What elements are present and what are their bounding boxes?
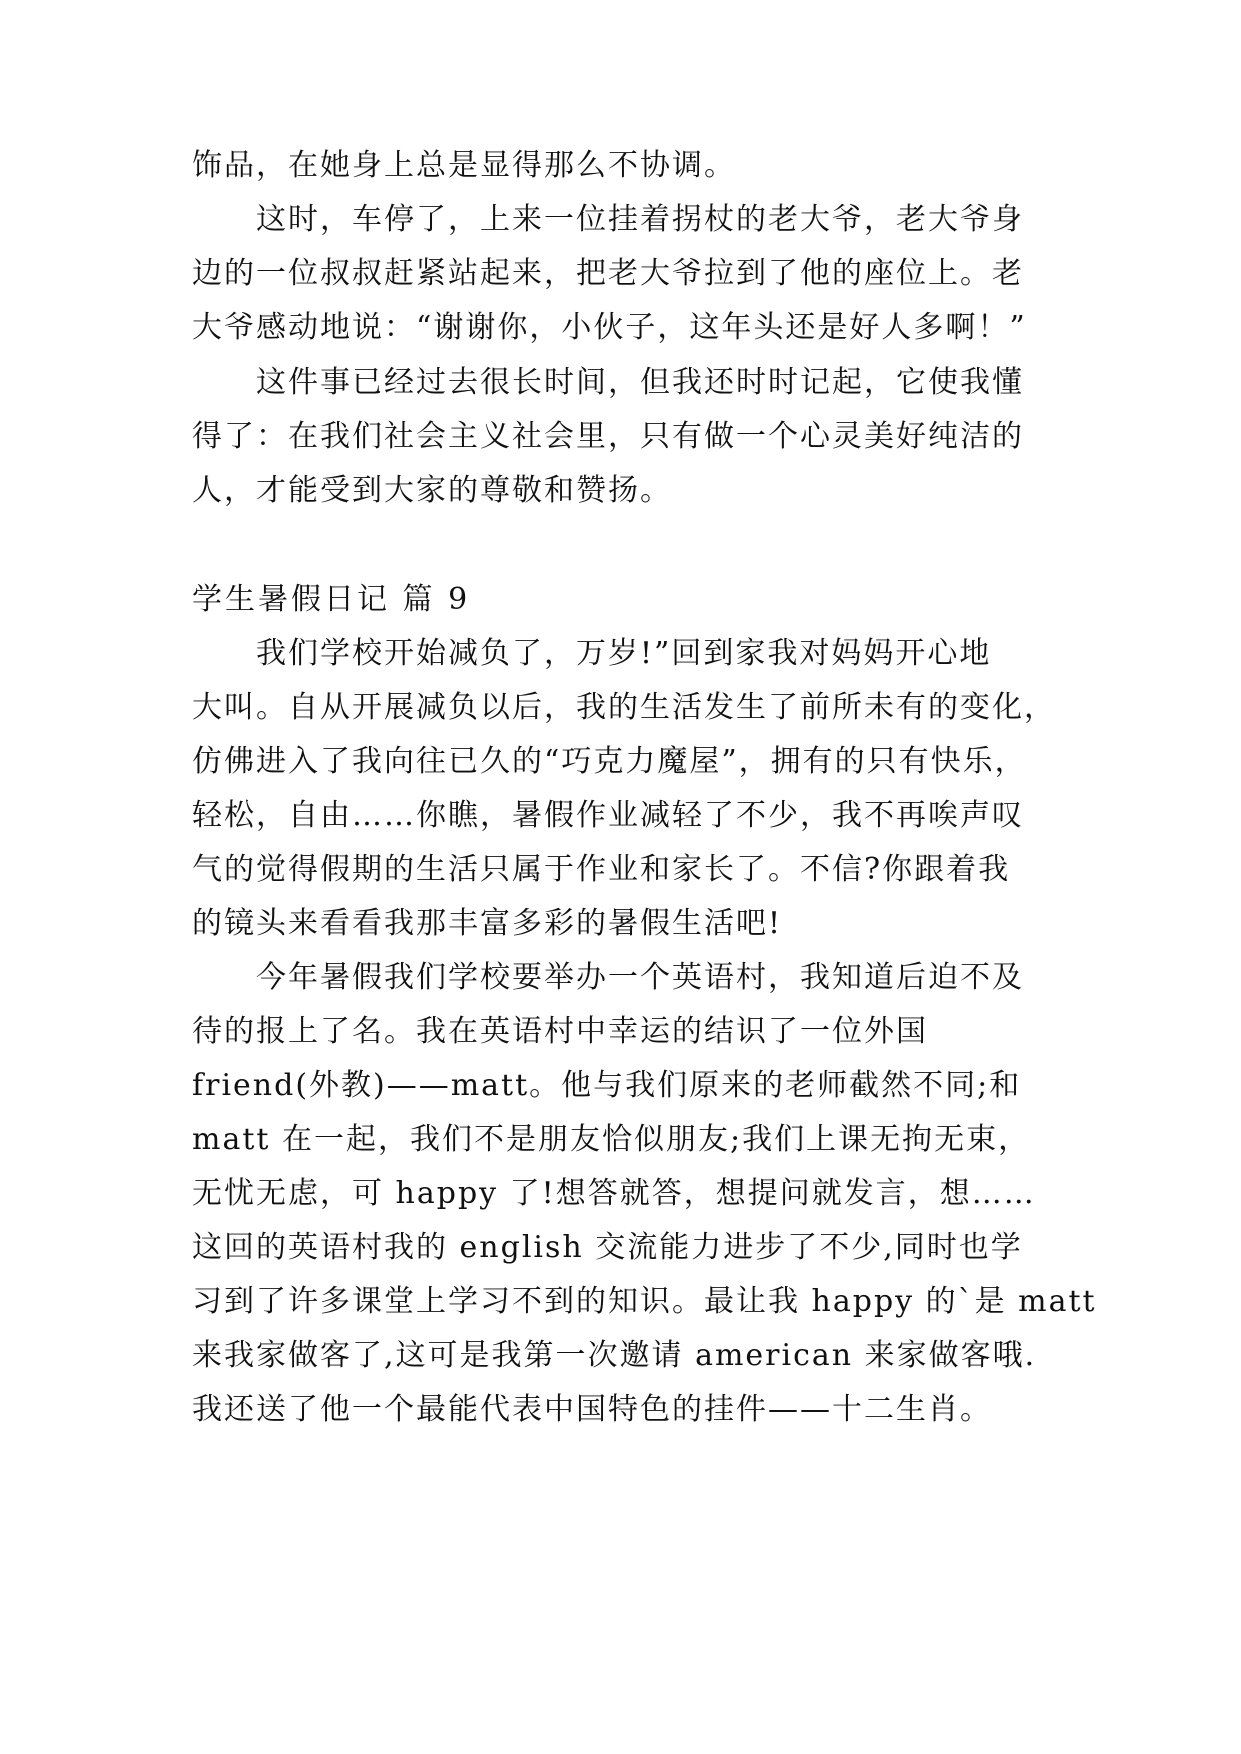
- text-line: 大叫。自从开展减负以后，我的生活发生了前所未有的变化，: [192, 690, 1056, 725]
- text-line: 边的一位叔叔赶紧站起来，把老大爷拉到了他的座位上。老: [192, 256, 1024, 291]
- text-line: 今年暑假我们学校要举办一个英语村，我知道后迫不及: [256, 960, 1024, 995]
- text-line: 仿佛进入了我向往已久的“巧克力魔屋”，拥有的只有快乐，: [192, 744, 1027, 779]
- text-line: 轻松，自由……你瞧，暑假作业减轻了不少，我不再唉声叹: [192, 798, 1024, 833]
- text-line: 这回的英语村我的 english 交流能力进步了不少,同时也学: [192, 1230, 1023, 1265]
- text-line: 无忧无虑，可 happy 了!想答就答，想提问就发言，想……: [192, 1176, 1036, 1211]
- text-line: friend(外教)——matt。他与我们原来的老师截然不同;和: [192, 1068, 1022, 1103]
- text-line: 的镜头来看看我那丰富多彩的暑假生活吧!: [192, 906, 783, 941]
- text-line: 这件事已经过去很长时间，但我还时时记起，它使我懂: [256, 365, 1024, 400]
- text-line: 我们学校开始减负了，万岁!”回到家我对妈妈开心地: [256, 636, 992, 671]
- text-line: 我还送了他一个最能代表中国特色的挂件——十二生肖。: [192, 1392, 992, 1427]
- section-heading: 学生暑假日记 篇 9: [192, 582, 471, 617]
- text-line: matt 在一起，我们不是朋友恰似朋友;我们上课无拘无束，: [192, 1122, 1031, 1157]
- text-line: 大爷感动地说：“谢谢你，小伙子，这年头还是好人多啊！”: [192, 310, 1027, 345]
- text-line: 饰品，在她身上总是显得那么不协调。: [192, 148, 736, 183]
- text-line: 待的报上了名。我在英语村中幸运的结识了一位外国: [192, 1014, 928, 1049]
- text-line: 习到了许多课堂上学习不到的知识。最让我 happy 的`是 matt: [192, 1284, 1097, 1319]
- text-line: 得了：在我们社会主义社会里，只有做一个心灵美好纯洁的: [192, 419, 1024, 454]
- text-line: 气的觉得假期的生活只属于作业和家长了。不信?你跟着我: [192, 852, 1011, 887]
- text-line: 这时，车停了，上来一位挂着拐杖的老大爷，老大爷身: [256, 202, 1024, 237]
- text-line: 来我家做客了,这可是我第一次邀请 american 来家做客哦.: [192, 1338, 1037, 1373]
- text-line: 人，才能受到大家的尊敬和赞扬。: [192, 473, 672, 508]
